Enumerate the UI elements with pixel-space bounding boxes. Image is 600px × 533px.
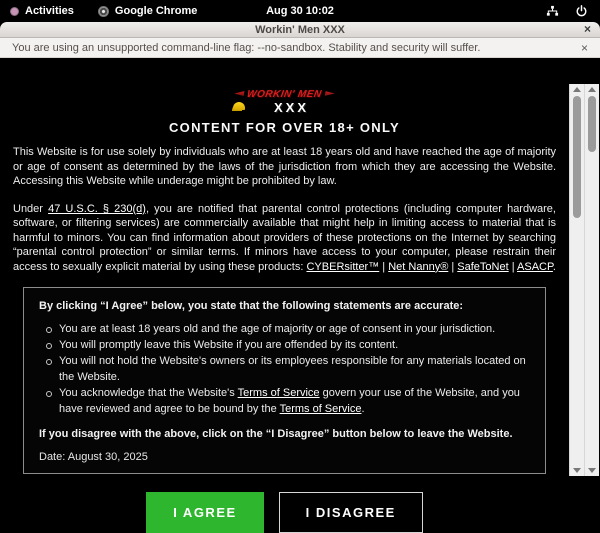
age-statement-paragraph: This Website is for use solely by individuals who are at least 18 years old and have reached the age of majority or age of consent as determined by the laws of the jurisdiction from which they are accessing the Website. Accessing this Website while underage might be prohibited by law. <box>13 146 556 188</box>
power-icon <box>575 5 588 18</box>
parental-controls-paragraph <box>13 202 556 275</box>
separator: | <box>448 260 458 273</box>
window-titlebar[interactable] <box>0 22 600 38</box>
bullet-text: You will promptly leave this Website if you are offended by its content. <box>59 339 399 352</box>
agreement-bullet-1 <box>59 322 530 338</box>
agreement-intro: By clicking “I Agree” below, you state that the following statements are accurate: <box>39 300 464 313</box>
date-line: Date: August 30, 2025 <box>39 450 148 463</box>
window-close-icon[interactable]: × <box>583 22 591 36</box>
agreement-bullet-3 <box>59 354 530 386</box>
focused-app-menu[interactable] <box>98 5 198 17</box>
scroll-down-icon[interactable] <box>588 468 596 473</box>
activities-button[interactable] <box>10 5 74 17</box>
i-disagree-button[interactable]: I DISAGREE <box>279 492 423 533</box>
site-logo-xxx: XXX <box>273 100 309 115</box>
scroll-up-icon[interactable] <box>588 87 596 92</box>
bullet-text: You acknowledge that the Website's <box>59 386 238 399</box>
scrollbar-thumb[interactable] <box>573 96 581 218</box>
browser-viewport <box>0 84 600 520</box>
paragraph-text: . <box>552 260 556 273</box>
outer-scrollbar[interactable] <box>584 84 599 476</box>
activities-label: Activities <box>25 5 74 17</box>
agreement-bullet-4 <box>59 386 530 418</box>
gnome-top-bar <box>0 0 600 22</box>
cybersitter-link[interactable]: CYBERsitter™ <box>306 260 380 273</box>
inner-scrollbar[interactable] <box>569 84 584 476</box>
focused-app-label: Google Chrome <box>114 5 198 17</box>
bullet-text: govern your use of the Website, and you have reviewed and agree to be bound by the <box>59 386 520 415</box>
chrome-flag-warning-bar <box>0 38 600 58</box>
scrollbar-thumb[interactable] <box>588 96 596 152</box>
disagree-instruction: If you disagree with the above, click on the “I Disagree” button below to leave the Website. <box>39 427 513 440</box>
net-nanny-link[interactable]: Net Nanny® <box>388 260 449 273</box>
bullet-text: You are at least 18 years old and the age of majority or age of consent in your jurisdiction. <box>59 323 496 336</box>
recording-indicator-icon <box>10 7 19 16</box>
wired-network-icon <box>546 5 559 17</box>
agreement-bullet-2 <box>59 338 530 354</box>
scroll-up-icon[interactable] <box>573 87 581 92</box>
consent-buttons <box>0 492 569 533</box>
bullet-text: You will not hold the Website's owners or its employees responsible for any materials located on the Website. <box>59 355 526 383</box>
site-logo <box>225 84 345 115</box>
age-verification-page <box>0 84 569 520</box>
page-title: CONTENT FOR OVER 18+ ONLY <box>168 120 401 135</box>
paragraph-text: Under <box>13 202 49 215</box>
warning-text: You are using an unsupported command-line flag: --no-sandbox. Stability and security will suffer. <box>12 41 481 54</box>
asacp-link[interactable]: ASACP <box>517 260 553 273</box>
separator: | <box>379 260 389 273</box>
bullet-text: . <box>361 402 365 415</box>
system-status-area[interactable] <box>546 5 588 18</box>
site-logo-wordmark: WORKIN' MEN <box>230 89 338 100</box>
hard-hat-icon <box>233 102 245 110</box>
window-title: Workin' Men XXX <box>255 23 345 36</box>
separator: | <box>508 260 518 273</box>
usc-230d-link[interactable]: 47 U.S.C. § 230(d) <box>48 202 146 215</box>
agreement-list <box>39 322 530 418</box>
terms-of-service-link[interactable]: Terms of Service <box>237 386 320 399</box>
scroll-down-icon[interactable] <box>573 468 581 473</box>
safetonet-link[interactable]: SafeToNet <box>457 260 509 273</box>
paragraph-text: , you are notified that parental control protections (including computer hardware, software, or filtering services) are commercially available that might help in limiting access to material that is harmful to minors. You can find information about providers of these protections on the Internet by searching “parental control protection” or similar terms. If minors have access to your computer, please restrain their access to sexually explicit material by using these products: <box>13 202 556 273</box>
chrome-app-icon <box>98 6 109 17</box>
scrollbar-area <box>569 84 600 476</box>
clock[interactable]: Aug 30 10:02 <box>266 5 334 17</box>
terms-of-service-link[interactable]: Terms of Service <box>279 402 362 415</box>
agreement-box <box>23 287 546 474</box>
warning-close-icon[interactable]: × <box>580 40 588 55</box>
i-agree-button[interactable]: I AGREE <box>146 492 263 533</box>
